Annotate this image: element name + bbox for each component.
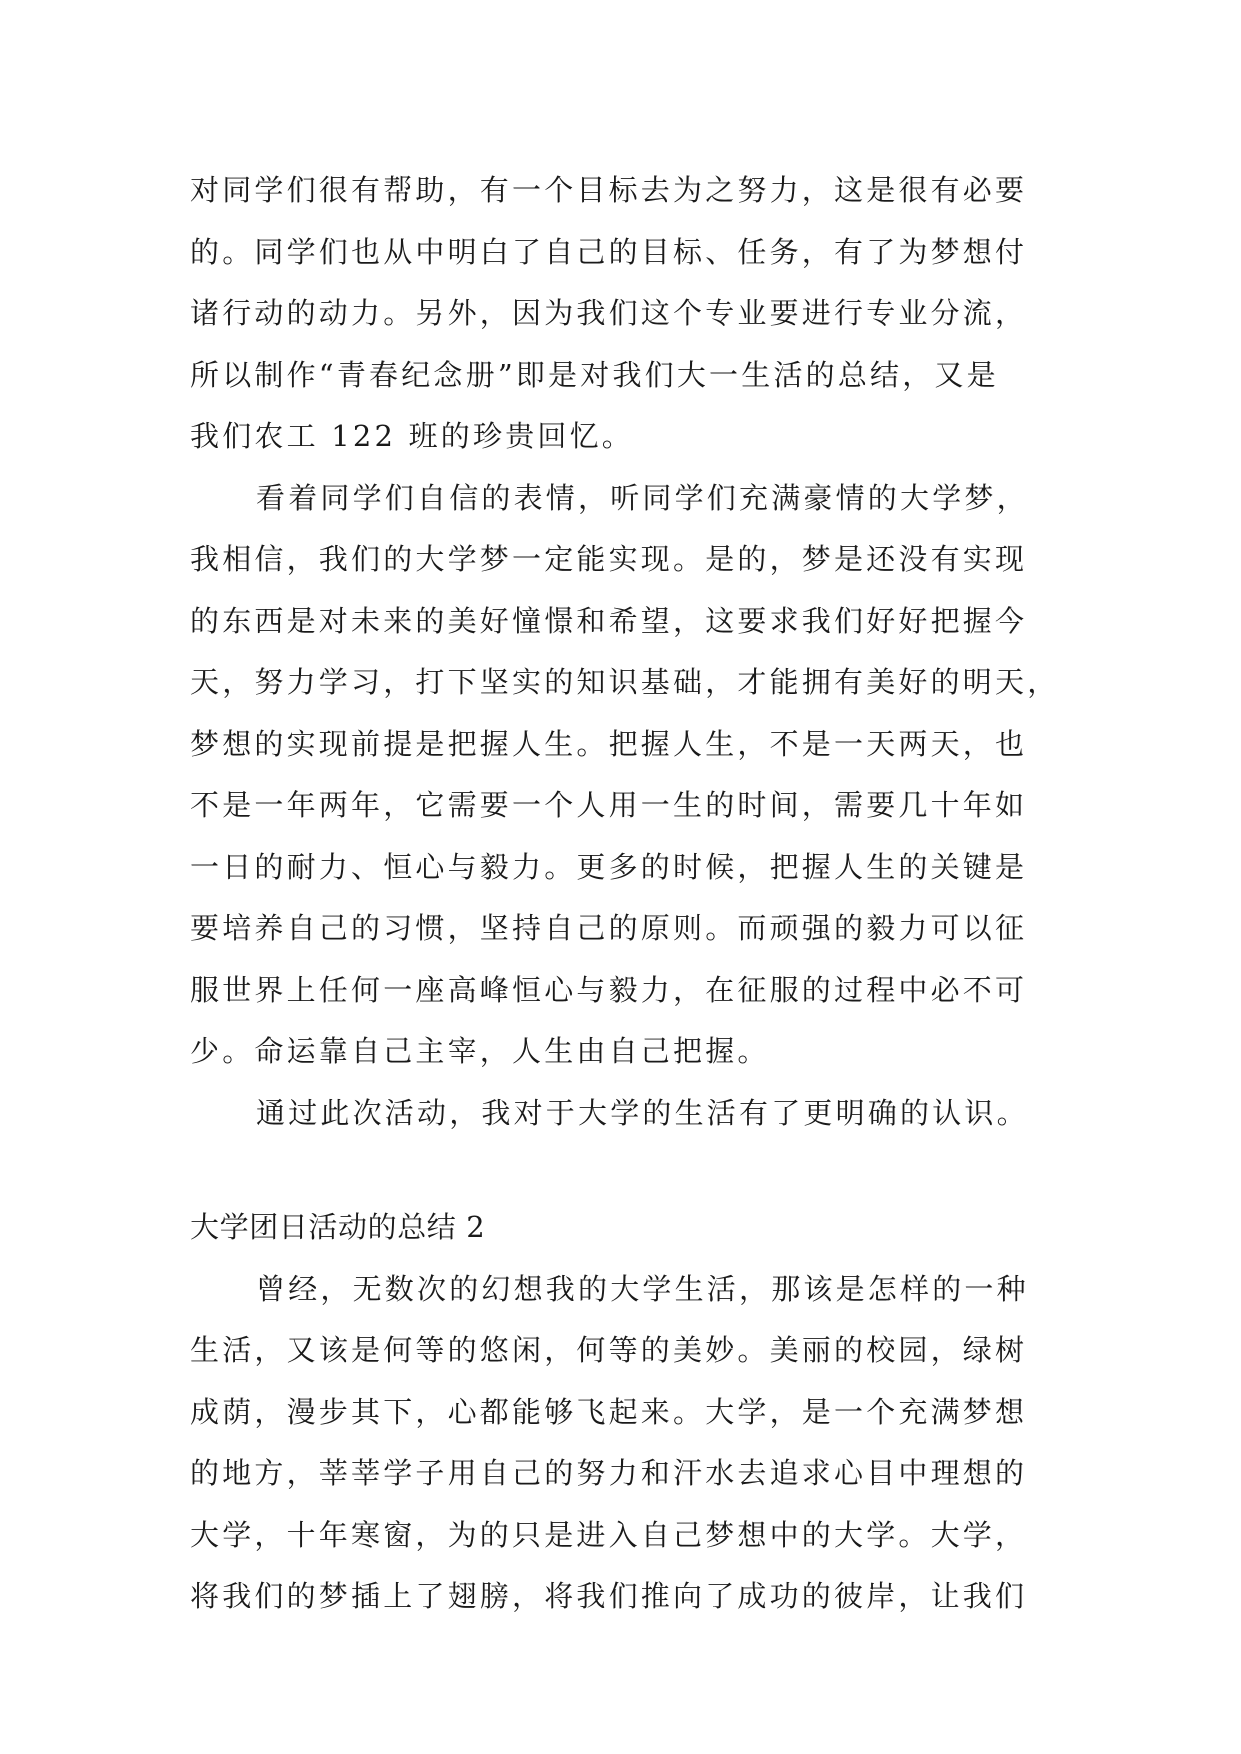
text-line: 将我们的梦插上了翅膀，将我们推向了成功的彼岸，让我们 — [190, 1579, 1028, 1613]
text-line: 不是一年两年，它需要一个人用一生的时间，需要几十年如 — [190, 788, 1028, 822]
text-line: 要培养自己的习惯，坚持自己的原则。而顽强的毅力可以征 — [190, 911, 1028, 945]
text-line: 的。同学们也从中明白了自己的目标、任务，有了为梦想付 — [190, 234, 1028, 269]
text-line: 一日的耐力、恒心与毅力。更多的时候，把握人生的关键是 — [190, 849, 1028, 884]
section-heading: 大学团日活动的总结 2 — [190, 1210, 486, 1244]
text-line: 的地方，莘莘学子用自己的努力和汗水去追求心目中理想的 — [190, 1456, 1028, 1490]
text-line: 我相信，我们的大学梦一定能实现。是的，梦是还没有实现 — [190, 542, 1028, 576]
text-line: 对同学们很有帮助，有一个目标去为之努力，这是很有必要 — [190, 173, 1028, 207]
text-line: 梦想的实现前提是把握人生。把握人生，不是一天两天，也 — [190, 726, 1028, 761]
text-line: 的东西是对未来的美好憧憬和希望，这要求我们好好把握今 — [190, 603, 1028, 638]
text-line: 成荫，漫步其下，心都能够飞起来。大学，是一个充满梦想 — [190, 1394, 1028, 1429]
document-body — [190, 160, 1060, 1628]
paragraph-university-life — [190, 1259, 1060, 1628]
paragraph-dream — [190, 468, 1060, 1083]
text-line: 通过此次活动，我对于大学的生活有了更明确的认识。 — [256, 1095, 1029, 1130]
text-line: 生活，又该是何等的悠闲，何等的美妙。美丽的校园，绿树 — [190, 1333, 1028, 1367]
text-line: 大学，十年寒窗，为的只是进入自己梦想中的大学。大学， — [190, 1517, 1028, 1552]
paragraph-conclusion — [190, 1083, 1060, 1145]
text-line: 看着同学们自信的表情，听同学们充满豪情的大学梦， — [256, 480, 1029, 515]
text-line: 少。命运靠自己主宰，人生由自己把握。 — [190, 1034, 770, 1068]
text-line: 我们农工 122 班的珍贵回忆。 — [190, 419, 634, 453]
text-line: 诸行动的动力。另外，因为我们这个专业要进行专业分流， — [190, 296, 1028, 330]
text-line: 天，努力学习，打下坚实的知识基础，才能拥有美好的明天， — [190, 665, 1060, 699]
text-line: 曾经，无数次的幻想我的大学生活，那该是怎样的一种 — [256, 1271, 1029, 1306]
text-line: 服世界上任何一座高峰恒心与毅力，在征服的过程中必不可 — [190, 972, 1028, 1007]
text-line: 所以制作“青春纪念册”即是对我们大一生活的总结，又是 — [190, 357, 999, 392]
paragraph-continuation — [190, 160, 1060, 468]
